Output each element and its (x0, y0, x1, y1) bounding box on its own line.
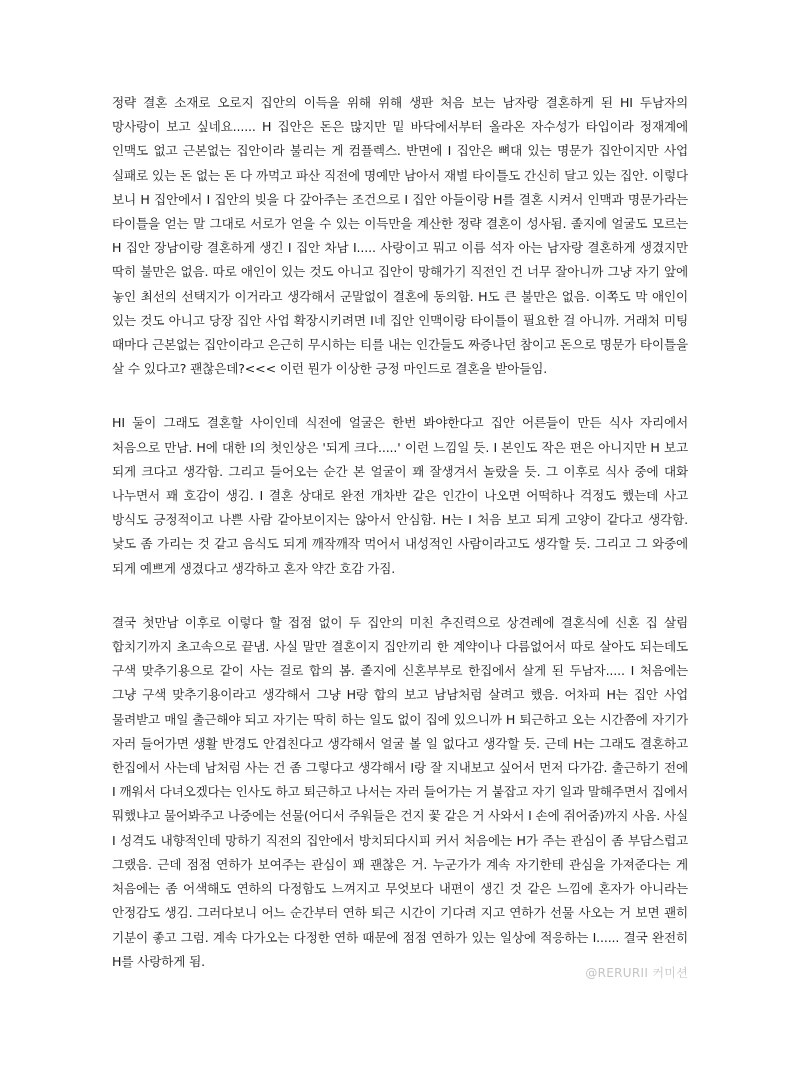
paragraph-1: 정략 결혼 소재로 오로지 집안의 이득을 위해 위해 생판 처음 보는 남자랑 결혼하게 된 HI 두남자의 망사랑이 보고 싶네요...... H 집안은 돈은 많지만 밑 바닥에서부터 올라온 자수성가 타입이라 정재계에 인맥도 없고 근본없는 집안이라 불리는 게 컴플렉스. 반면에 I 집안은 뼈대 있는 명문가 집안이지만 사업 실패로 있는 돈 없는 돈 다 까먹고 파산 직전에 명예만 남아서 재벌 타이틀도 간신히 달고 있는 집안. 이렇다 보니 H 집안에서 I 집안의 빚을 다 갚아주는 조건으로 I 집안 아들이랑 H를 결혼 시켜서 인맥과 명문가라는 타이틀을 얻는 말 그대로 서로가 얻을 수 있는 이득만을 계산한 정략 결혼이 성사됨. 졸지에 얼굴도 모르는 H 집안 장남이랑 결혼하게 생긴 I 집안 차남 I..... 사랑이고 뭐고 이름 석자 아는 남자랑 결혼하게 생겼지만 딱히 불만은 없음. 따로 애인이 있는 것도 아니고 집안이 망해가기 직전인 건 너무 잘아니까 그냥 자기 앞에 놓인 최선의 선택지가 이거라고 생각해서 군말없이 결혼에 동의함. H도 큰 불만은 없음. 이쪽도 막 애인이 있는 것도 아니고 당장 집안 사업 확장시키려면 I네 집안 인맥이랑 타이틀이 필요한 걸 아니까. 거래처 미팅 때마다 근본없는 집안이라고 은근히 무시하는 티를 내는 인간들도 짜증나던 참이고 돈으로 명문가 타이틀을 살 수 있다고? 괜찮은데?<<< 이런 뭔가 이상한 긍정 마인드로 결혼을 받아들임. (112, 95, 688, 377)
paragraph-3: 결국 첫만남 이후로 이렇다 할 접점 없이 두 집안의 미친 추진력으로 상견례에 결혼식에 신혼 집 살림 합치기까지 초고속으로 끝냄. 사실 말만 결혼이지 집안끼리 한 계약이나 다름없어서 따로 살아도 되는데도 구색 맞추기용으로 같이 사는 걸로 합의 봄. 졸지에 신혼부부로 한집에서 살게 된 두남자..... I 처음에는 그냥 구색 맞추기용이라고 생각해서 그냥 H랑 합의 보고 남남처럼 살려고 했음. 어차피 H는 집안 사업 물려받고 매일 출근해야 되고 자기는 딱히 하는 일도 없이 집에 있으니까 H 퇴근하고 오는 시간쯤에 자기가 자러 들어가면 생활 반경도 안겹친다고 생각해서 얼굴 볼 일 없다고 생각할 듯. 근데 H는 그래도 결혼하고 한집에서 사는데 남처럼 사는 건 좀 그렇다고 생각해서 I랑 잘 지내보고 싶어서 먼저 다가감. 출근하기 전에 I 깨워서 다녀오겠다는 인사도 하고 퇴근하고 나서는 자러 들어가는 거 붙잡고 자기 일과 말해주면서 집에서 뭐했냐고 물어봐주고 나중에는 선물(어디서 주워들은 건지 꽃 같은 거 사와서 I 손에 쥐어줌)까지 사옴. 사실 I 성격도 내향적인데 망하기 직전의 집안에서 방치되다시피 커서 처음에는 H가 주는 관심이 좀 부담스럽고 그랬음. 근데 점점 연하가 보여주는 관심이 꽤 괜찮은 거. 누군가가 계속 자기한테 관심을 가져준다는 게 처음에는 좀 어색해도 연하의 다정함도 느껴지고 무엇보다 내편이 생긴 것 같은 느낌에 혼자가 아니라는 안정감도 생김. 그러다보니 어느 순간부터 연하 퇴근 시간이 기다려 지고 연하가 선물 사오는 거 보면 괜히 기분이 좋고 그럼. 계속 다가오는 다정한 연하 때문에 점점 연하가 있는 일상에 적응하는 I...... 결국 완전히 H를 사랑하게 됨. (112, 614, 688, 969)
document-body (112, 91, 688, 974)
watermark-credit: @RERURII 커미션 (585, 966, 688, 980)
paragraph-2: HI 둘이 그래도 결혼할 사이인데 식전에 얼굴은 한번 봐야한다고 집안 어른들이 만든 식사 자리에서 처음으로 만남. H에 대한 I의 첫인상은 '되게 크다.....' 이런 느낌일 듯. I 본인도 작은 편은 아니지만 H 보고 되게 크다고 생각함. 그리고 들어오는 순간 본 얼굴이 꽤 잘생겨서 놀랐을 듯. 그 이후로 식사 중에 대화 나누면서 꽤 호감이 생김. I 결혼 상대로 완전 개차반 같은 인간이 나오면 어떡하나 걱정도 했는데 사고 방식도 긍정적이고 나쁜 사람 같아보이지는 않아서 안심함. H는 I 처음 보고 되게 고양이 같다고 생각함. 낯도 좀 가리는 것 같고 음식도 되게 깨작깨작 먹어서 내성적인 사람이라고도 생각할 듯. 그리고 그 와중에 되게 예쁘게 생겼다고 생각하고 혼자 약간 호감 가짐. (112, 415, 688, 576)
